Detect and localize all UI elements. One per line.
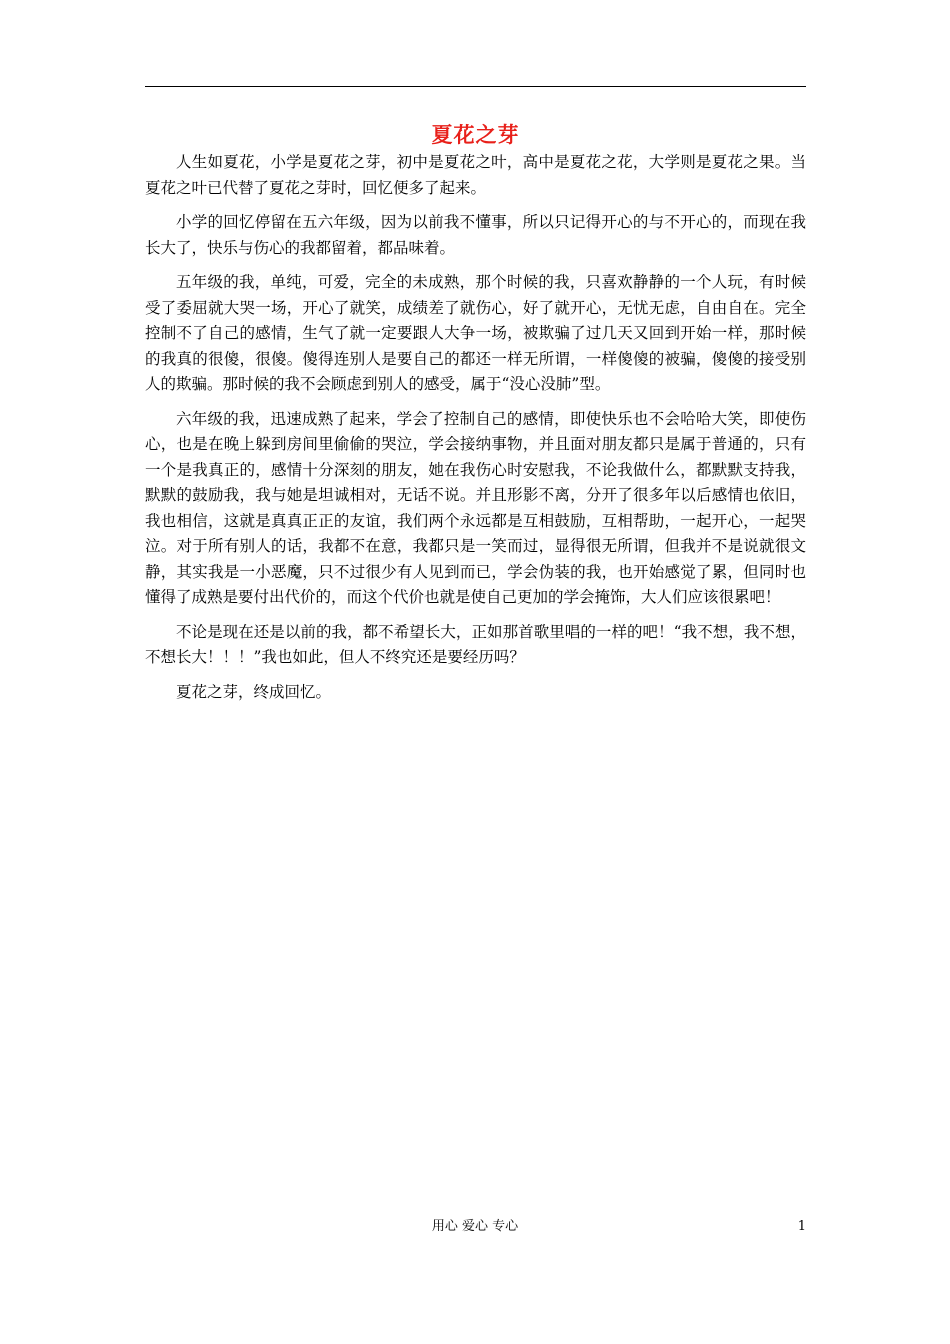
header-rule [145, 86, 806, 87]
document-body [145, 150, 806, 714]
paragraph-2: 小学的回忆停留在五六年级，因为以前我不懂事，所以只记得开心的与不开心的，而现在我长大了，快乐与伤心的我都留着，都品味着。 [145, 213, 806, 257]
document-title: 夏花之芽 [431, 122, 520, 147]
paragraph-3: 五年级的我，单纯，可爱，完全的未成熟，那个时候的我，只喜欢静静的一个人玩，有时候受了委屈就大哭一场，开心了就笑，成绩差了就伤心，好了就开心，无忧无虑，自由自在。完全控制不了自己的感情，生气了就一定要跟人大争一场，被欺骗了过几天又回到开始一样，那时候的我真的很傻，很傻。傻得连别人是要自己的都还一样无所谓，一样傻傻的被骗，傻傻的接受别人的欺骗。那时候的我不会顾虑到别人的感受，属于“没心没肺”型。 [145, 273, 806, 393]
paragraph-1: 人生如夏花，小学是夏花之芽，初中是夏花之叶，高中是夏花之花，大学则是夏花之果。当夏花之叶已代替了夏花之芽时，回忆便多了起来。 [145, 153, 806, 197]
paragraph-5: 不论是现在还是以前的我，都不希望长大，正如那首歌里唱的一样的吧！“我不想，我不想，不想长大！！！”我也如此，但人不终究还是要经历吗？ [145, 622, 806, 666]
page-number: 1 [797, 1219, 806, 1234]
paragraph-4: 六年级的我，迅速成熟了起来，学会了控制自己的感情，即使快乐也不会哈哈大笑，即使伤心，也是在晚上躲到房间里偷偷的哭泣，学会接纳事物，并且面对朋友都只是属于普通的，只有一个是我真正的，感情十分深刻的朋友，她在我伤心时安慰我，不论我做什么，都默默支持我，默默的鼓励我，我与她是坦诚相对，无话不说。并且形影不离，分开了很多年以后感情也依旧，我也相信，这就是真真正正的友谊，我们两个永远都是互相鼓励，互相帮助，一起开心，一起哭泣。对于所有别人的话，我都不在意，我都只是一笑而过，显得很无所谓，但我并不是说就很文静，其实我是一小恶魔，只不过很少有人见到而已，学会伪装的我，也开始感觉了累，但同时也懂得了成熟是要付出代价的，而这个代价也就是使自己更加的学会掩饰，大人们应该很累吧！ [145, 409, 806, 606]
footer-slogan: 用心 爱心 专心 [431, 1219, 519, 1234]
paragraph-6: 夏花之芽，终成回忆。 [176, 682, 332, 701]
